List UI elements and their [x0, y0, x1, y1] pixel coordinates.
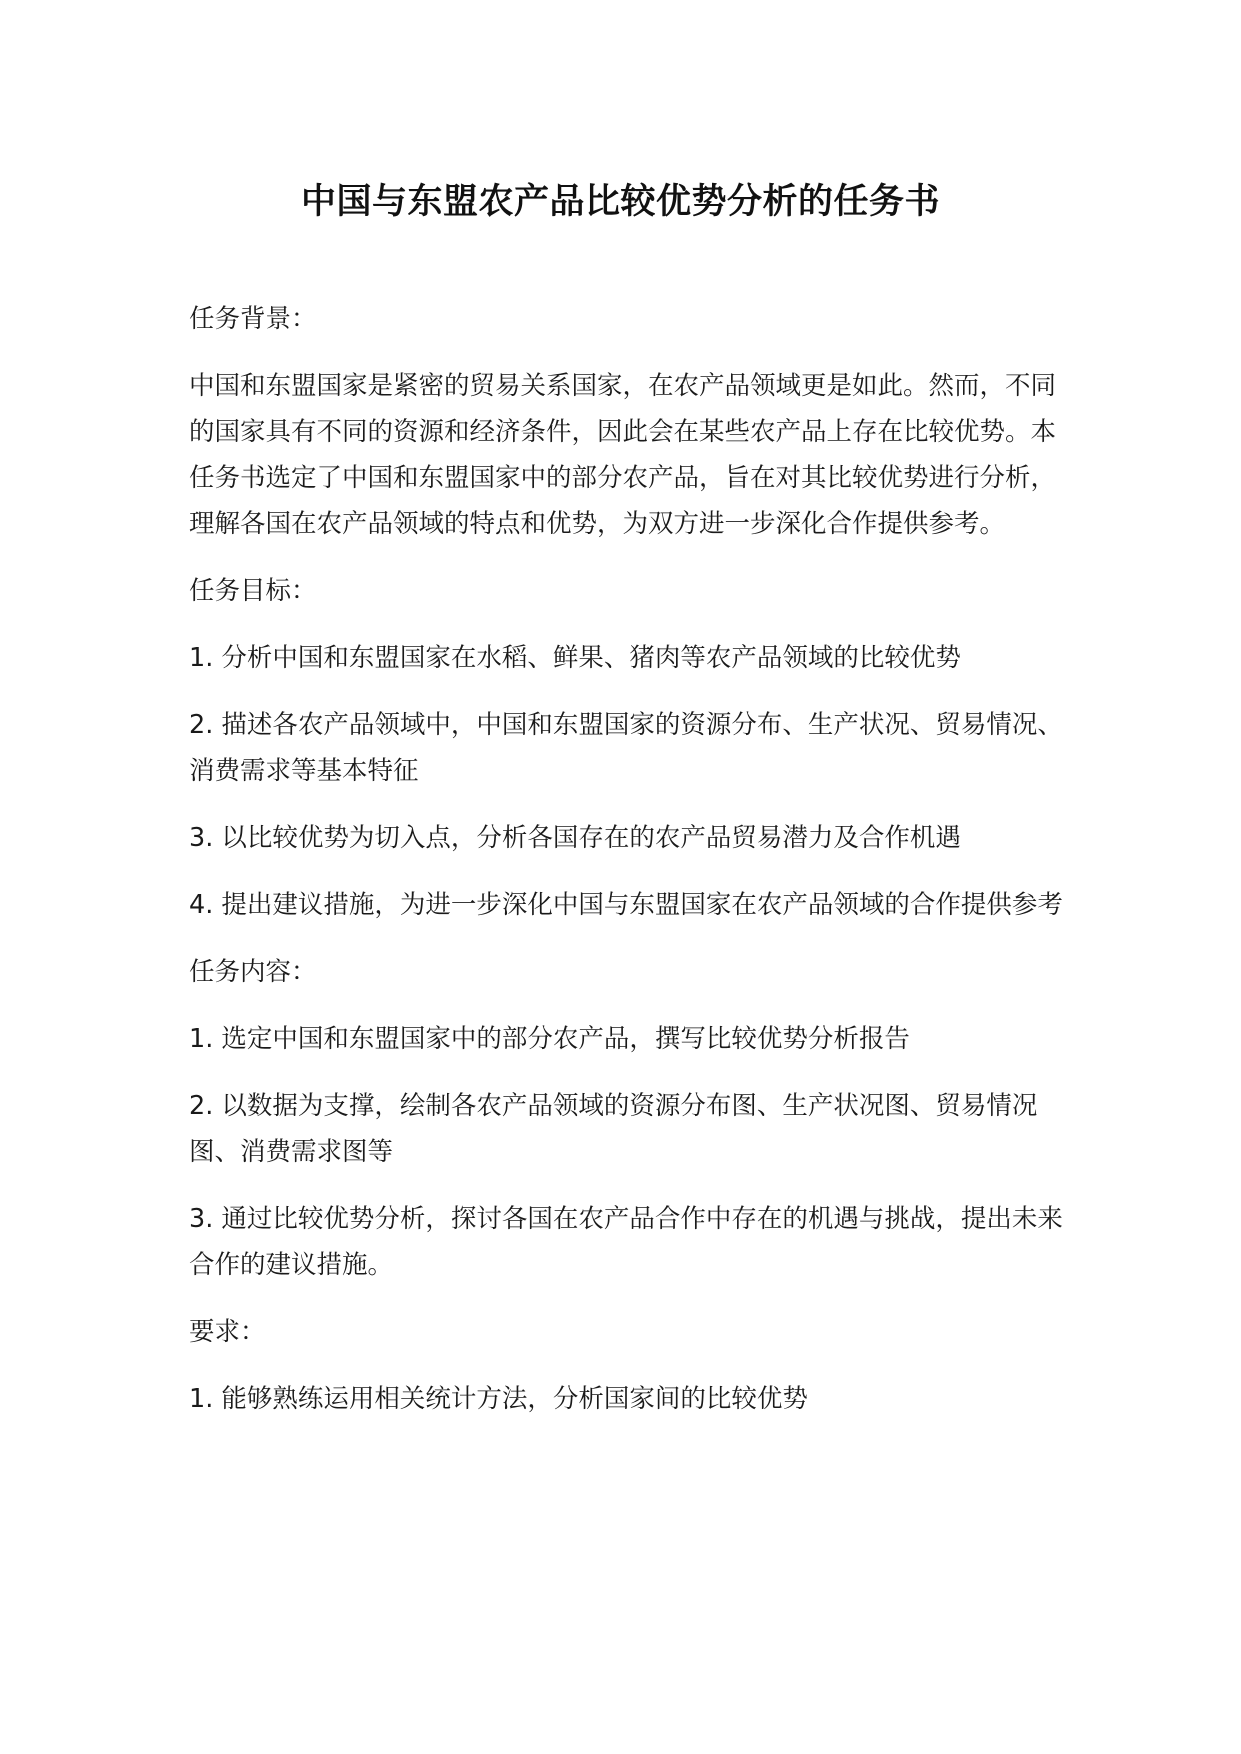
objective-item: 3. 以比较优势为切入点，分析各国存在的农产品贸易潜力及合作机遇	[189, 823, 961, 853]
section-heading-content: 任务内容：	[189, 957, 317, 987]
section-heading-background: 任务背景：	[189, 304, 317, 334]
section-heading-requirements: 要求：	[189, 1317, 266, 1347]
objective-item: 1. 分析中国和东盟国家在水稻、鲜果、猪肉等农产品领域的比较优势	[189, 643, 961, 673]
document-body	[189, 296, 1069, 1443]
requirement-item: 1. 能够熟练运用相关统计方法，分析国家间的比较优势	[189, 1384, 808, 1414]
background-paragraph: 中国和东盟国家是紧密的贸易关系国家，在农产品领域更是如此。然而，不同的国家具有不同的资源和经济条件，因此会在某些农产品上存在比较优势。本任务书选定了中国和东盟国家中的部分农产品，旨在对其比较优势进行分析，理解各国在农产品领域的特点和优势，为双方进一步深化合作提供参考。	[189, 371, 1057, 539]
section-heading-objectives: 任务目标：	[189, 576, 317, 606]
content-item: 2. 以数据为支撑，绘制各农产品领域的资源分布图、生产状况图、贸易情况图、消费需求图等	[189, 1091, 1038, 1167]
objective-item: 4. 提出建议措施，为进一步深化中国与东盟国家在农产品领域的合作提供参考	[189, 890, 1063, 920]
content-item: 3. 通过比较优势分析，探讨各国在农产品合作中存在的机遇与挑战，提出未来合作的建议措施。	[189, 1204, 1063, 1280]
objective-item: 2. 描述各农产品领域中，中国和东盟国家的资源分布、生产状况、贸易情况、消费需求等基本特征	[189, 710, 1063, 786]
content-item: 1. 选定中国和东盟国家中的部分农产品，撰写比较优势分析报告	[189, 1024, 910, 1054]
document-title: 中国与东盟农产品比较优势分析的任务书	[300, 182, 940, 222]
